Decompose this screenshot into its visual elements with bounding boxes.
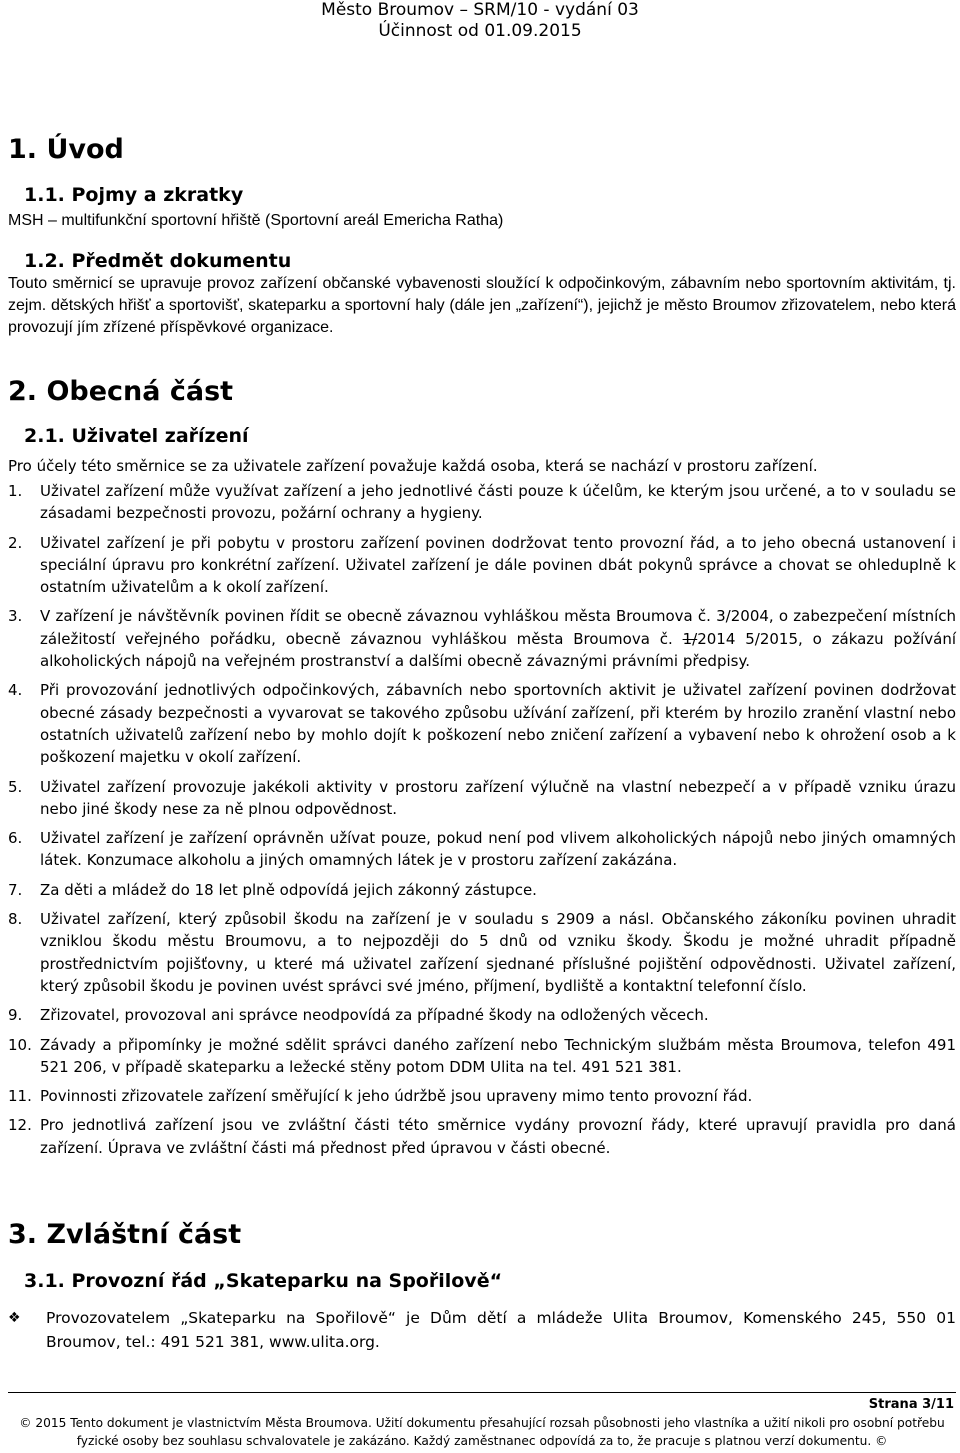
section-1-2-title: 1.2. Předmět dokumentu	[24, 250, 292, 272]
item-text: Povinnosti zřizovatele zařízení směřující k jeho údržbě jsou upraveny mimo tento provozní řád.	[40, 1087, 753, 1106]
section-3-title: 3. Zvláštní část	[8, 1219, 242, 1250]
page-number: Strana 3/11	[868, 1397, 954, 1412]
item-number: 5.	[8, 777, 23, 796]
list-item	[8, 1004, 956, 1026]
list-item	[8, 532, 956, 599]
item-text: Uživatel zařízení je při pobytu v prostoru zařízení povinen dodržovat tento provozní řád, a to jeho obecná ustanovení i speciální úpravu pro konkrétní zařízení. Uživatel zařízení je dále povinen dbát pokynů správce a chovat se ohleduplně k ostatním uživatelům a k okolí zařízení.	[40, 533, 956, 597]
footer-divider	[8, 1392, 956, 1393]
section-2-title: 2. Obecná část	[8, 376, 234, 407]
item-text: Uživatel zařízení může využívat zařízení a jeho jednotlivé části pouze k účelům, ke kterým jsou určené, a to v souladu se zásadami bezpečnosti provozu, požární ochrany a hygieny.	[40, 482, 956, 523]
item-number: 2.	[8, 533, 23, 552]
list-item	[8, 480, 956, 525]
effective-date: Účinnost od 01.09.2015	[378, 21, 582, 41]
item-text: Za děti a mládež do 18 let plně odpovídá jejich zákonný zástupce.	[40, 880, 537, 899]
list-item	[8, 1114, 956, 1159]
item-number: 6.	[8, 829, 23, 848]
list-item	[8, 679, 956, 768]
item-text: Při provozování jednotlivých odpočinkových, zábavních nebo sportovních aktivit je uživatel zařízení povinen dodržovat obecné zásady bezpečnosti a vyvarovat se takového způsobu užívání zařízení, při kterém by hrozilo zranění vlastní nebo ostatních uživatelů zařízení nebo by mohlo dojít k poškození nebo zničení zařízení a vybavení nebo k ohrožení osob a k poškození majetku v okolí zařízení.	[40, 681, 956, 767]
item-number: 3.	[8, 607, 23, 626]
item-text-part: V zařízení je návštěvník povinen řídit se obecně závaznou vyhláškou města Broumova č. 3/2004, o zabezpečení místních záležitostí veřejného pořádku, obecně závaznou vyhláškou města Broumova č.	[40, 607, 956, 648]
section-1-1-text: MSH – multifunkční sportovní hřiště (Sportovní areál Emericha Ratha)	[8, 212, 504, 229]
footer-copyright: © 2015 Tento dokument je vlastnictvím Města Broumova. Užití dokumentu přesahující rozsah působnosti jeho vlastníka a užití nikoli pro osobní potřebu fyzické osoby bez souhlasu schvalovatele je zakázáno. Každý zaměstnanec odpovídá za to, že pracuje s platnou verzí dokumentu. ©	[19, 1416, 945, 1448]
section-2-1-intro: Pro účely této směrnice se za uživatele zařízení považuje každá osoba, která se nachází v prostoru zařízení.	[8, 457, 818, 475]
operator-text: Provozovatelem „Skateparku na Spořilově“ je Dům dětí a mládeže Ulita Broumov, Komenského 245, 550 01 Broumov, tel.: 491 521 381, www.ulita.org.	[46, 1309, 956, 1351]
list-item	[8, 605, 956, 672]
item-text: Závady a připomínky je možné sdělit správci daného zařízení nebo Technickým službám města Broumova, telefon 491 521 206, v případě skateparku a ležecké stěny potom DDM Ulita na tel. 491 521 381.	[40, 1035, 956, 1076]
item-text	[40, 605, 956, 672]
section-3-1-title: 3.1. Provozní řád „Skateparku na Spořilově“	[24, 1270, 503, 1292]
section-1-1-title: 1.1. Pojmy a zkratky	[24, 184, 244, 206]
operator-bullet	[8, 1306, 956, 1354]
document-code: Město Broumov – SRM/10 - vydání 03	[321, 0, 639, 20]
list-item	[8, 1034, 956, 1079]
item-text: Uživatel zařízení je zařízení oprávněn užívat pouze, pokud není pod vlivem alkoholických nápojů nebo jiných omamných látek. Konzumace alkoholu a jiných omamných látek je v prostoru zařízení zakázána.	[40, 829, 956, 870]
section-1-title: 1. Úvod	[8, 134, 124, 165]
diamond-bullet-icon: ❖	[8, 1310, 21, 1326]
item-number: 1.	[8, 482, 23, 500]
item-number: 12.	[8, 1116, 32, 1135]
list-item	[8, 908, 956, 997]
list-item	[8, 827, 956, 872]
rules-list	[8, 480, 956, 1166]
item-number: 4.	[8, 681, 23, 700]
item-text: Pro jednotlivá zařízení jsou ve zvláštní části této směrnice vydány provozní řády, které upravují pravidla pro daná zařízení. Úprava ve zvláštní části má přednost před úpravou v části obecné.	[40, 1116, 956, 1157]
item-number: 10.	[8, 1035, 32, 1054]
list-item	[8, 1085, 956, 1107]
page-header	[0, 0, 960, 42]
item-text: Zřizovatel, provozoval ani správce neodpovídá za případné škody na odložených věcech.	[40, 1006, 709, 1025]
item-number: 9.	[8, 1006, 23, 1025]
item-text-part: 2014 5/2015, o zákazu požívání alkoholických nápojů na veřejném prostranství a dalšími obecně závaznými právními předpisy.	[40, 629, 957, 671]
item-number: 7.	[8, 880, 23, 899]
list-item	[8, 776, 956, 821]
item-text: Uživatel zařízení provozuje jakékoli aktivity v prostoru zařízení výlučně na vlastní nebezpečí a v případě vzniku úrazu nebo jiné škody nese za ně plnou odpovědnost.	[40, 777, 956, 818]
section-1-2-text: Touto směrnicí se upravuje provoz zařízení občanské vybavenosti sloužící k odpočinkovým, zábavním nebo sportovním aktivitám, tj. zejm. dětských hřišť a sportovišť, skateparku a sportovní haly (dále jen „zařízení“), jejichž je město Broumov zřizovatelem, nebo která provozují jím zřízené příspěvkové organizace.	[8, 275, 956, 336]
section-2-1-title: 2.1. Uživatel zařízení	[24, 425, 249, 447]
struck-text: 1/	[682, 629, 698, 648]
list-item	[8, 879, 956, 901]
item-number: 11.	[8, 1087, 32, 1106]
item-number: 8.	[8, 910, 23, 929]
item-text: Uživatel zařízení, který způsobil škodu na zařízení je v souladu s 2909 a násl. Občanského zákoníku povinen uhradit vzniklou škodu městu Broumovu, a to nejpozději do 5 dnů od vzniku škody. Škodu je možné uhradit případně prostřednictvím pojišťovny, u které má uživatel zařízení sjednané příslušné pojištění odpovědnosti. Uživatel zařízení, který způsobil škodu je povinen uvést správci své jméno, příjmení, bydliště a kontaktní telefonní číslo.	[40, 910, 956, 995]
